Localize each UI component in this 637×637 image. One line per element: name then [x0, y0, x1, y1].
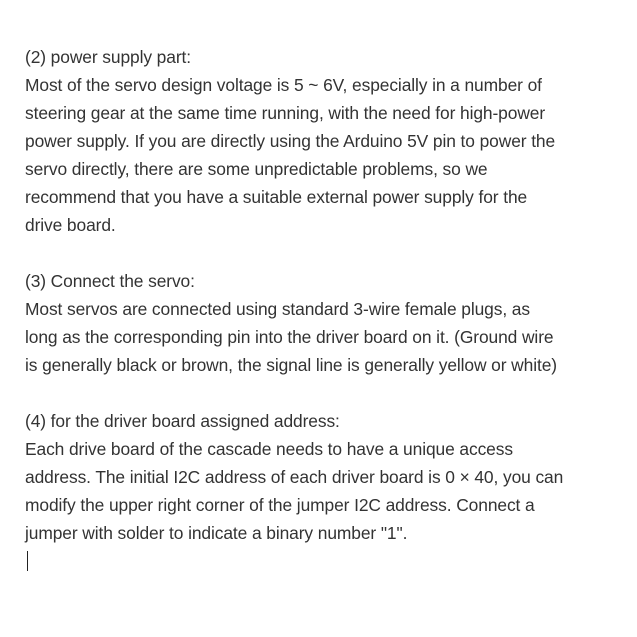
paragraph-line: is generally black or brown, the signal line is generally yellow or white)	[25, 355, 557, 375]
text-cursor[interactable]	[27, 551, 28, 571]
paragraph-line: jumper with solder to indicate a binary number "1".	[25, 523, 408, 543]
paragraph-line: servo directly, there are some unpredictable problems, so we	[25, 159, 488, 179]
paragraph-line: steering gear at the same time running, with the need for high-power	[25, 103, 546, 123]
section-heading: (4) for the driver board assigned address:	[25, 411, 340, 431]
paragraph-line: Most of the servo design voltage is 5 ~ 6V, especially in a number of	[25, 75, 542, 95]
paragraph-line: recommend that you have a suitable external power supply for the	[25, 187, 528, 207]
paragraph-line: Each drive board of the cascade needs to have a unique access	[25, 439, 513, 459]
section-connect-servo	[25, 267, 620, 379]
section-heading: (2) power supply part:	[25, 47, 191, 67]
section-power-supply	[25, 43, 620, 239]
section-heading: (3) Connect the servo:	[25, 271, 195, 291]
paragraph-line: long as the corresponding pin into the driver board on it. (Ground wire	[25, 327, 554, 347]
document-body[interactable]	[25, 43, 620, 575]
paragraph-line: address. The initial I2C address of each driver board is 0 × 40, you can	[25, 467, 564, 487]
paragraph-line: power supply. If you are directly using the Arduino 5V pin to power the	[25, 131, 556, 151]
paragraph-line: modify the upper right corner of the jumper I2C address. Connect a	[25, 495, 535, 515]
paragraph-line: Most servos are connected using standard 3-wire female plugs, as	[25, 299, 530, 319]
section-driver-address	[25, 407, 620, 547]
paragraph-line: drive board.	[25, 215, 116, 235]
